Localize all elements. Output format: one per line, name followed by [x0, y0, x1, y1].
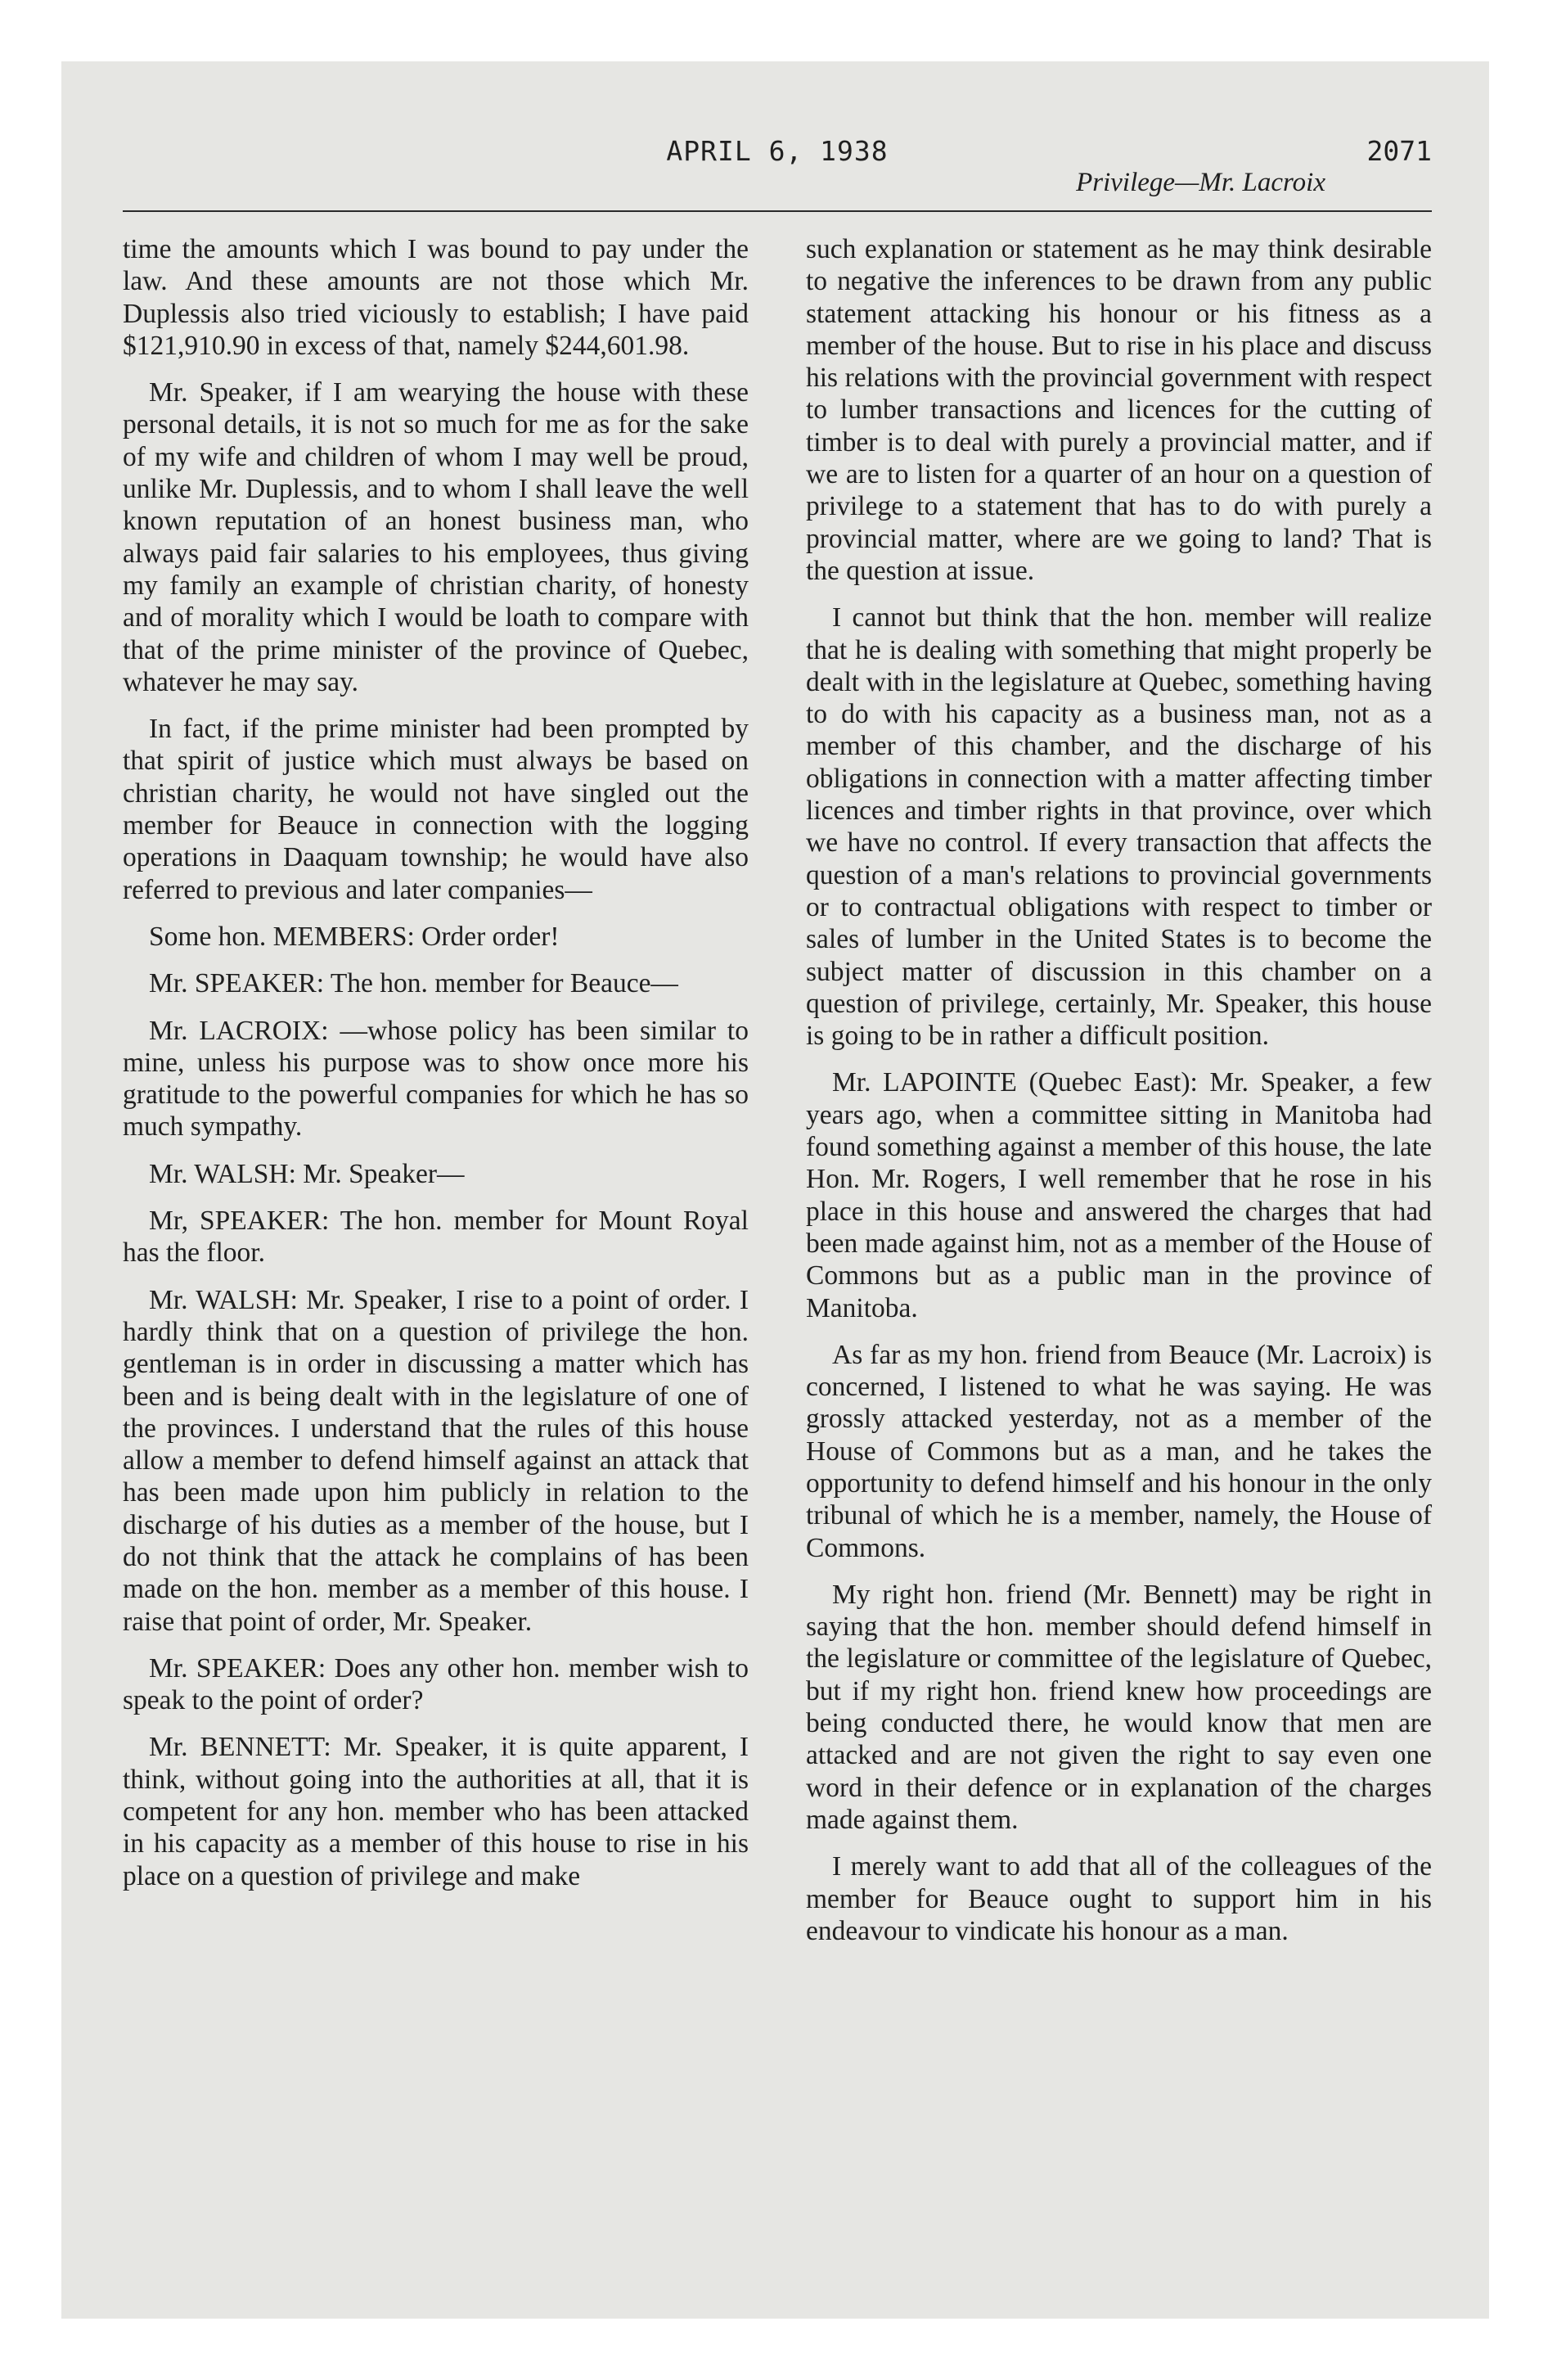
paragraph: My right hon. friend (Mr. Bennett) may be right in saying that the hon. member should defend himself in the legislature or committee of the legislature of Quebec, but if my right hon. friend knew how proceedings are being conducted there, he would know that men are attacked and are not given the right to say even one word in their defence or in explanation of the charges made against them. — [806, 1579, 1432, 1835]
paragraph: Mr. SPEAKER: Does any other hon. member wish to speak to the point of order? — [123, 1652, 749, 1716]
paragraph: In fact, if the prime minister had been prompted by that spirit of justice which must always be based on christian charity, he would not have singled out the member for Beauce in connection with the logging operations in Daaquam township; he would have also referred to previous and later companies— — [123, 714, 749, 905]
paragraph: Mr. SPEAKER: The hon. member for Beauce— — [149, 968, 678, 999]
left-column — [123, 233, 749, 1962]
paragraph: I merely want to add that all of the colleagues of the member for Beauce ought to support him in his endeavour to vindicate his honour as a man. — [806, 1851, 1432, 1946]
right-column — [806, 233, 1432, 1962]
paragraph: Some hon. MEMBERS: Order order! — [149, 921, 560, 952]
header-subject: Privilege—Mr. Lacroix — [1076, 168, 1325, 197]
paragraph: Mr. WALSH: Mr. Speaker, I rise to a point of order. I hardly think that on a question of privilege the hon. gentleman is in order in discussing a matter which has been and is being dealt with in the legislature of one of the provinces. I understand that the rules of this house allow a member to defend himself against an attack that has been made upon him publicly in relation to the discharge of his duties as a member of the house, but I do not think that the attack he complains of has been made on the hon. member as a member of this house. I raise that point of order, Mr. Speaker. — [123, 1284, 749, 1637]
paragraph: such explanation or statement as he may think desirable to negative the inferences to be drawn from any public statement attacking his honour or his fitness as a member of the house. But to rise in his place and discuss his relations with the provincial government with respect to lumber transactions and licences for the cutting of timber is to deal with purely a provincial matter, and if we are to listen for a quarter of an hour on a question of privilege to a statement that has to do with purely a provincial matter, where are we going to land? That is the question at issue. — [806, 234, 1432, 586]
paragraph: Mr. LAPOINTE (Quebec East): Mr. Speaker, a few years ago, when a committee sitting in Manitoba had found something against a member of this house, the late Hon. Mr. Rogers, I well remember that he rose in his place in this house and answered the charges that had been made against him, not as a member of the House of Commons but as a public man in the province of Manitoba. — [806, 1067, 1432, 1323]
paragraph: time the amounts which I was bound to pay under the law. And these amounts are not those which Mr. Duplessis also tried viciously to establish; I have paid $121,910.90 in excess of that, namely $244,601.98. — [123, 234, 749, 361]
running-header — [123, 135, 1432, 212]
paragraph: Mr. BENNETT: Mr. Speaker, it is quite apparent, I think, without going into the authorities at all, that it is competent for any hon. member who has been attacked in his capacity as a member of this house to rise in his place on a question of privilege and make — [123, 1732, 749, 1891]
text-columns — [123, 233, 1432, 1962]
paragraph: Mr, SPEAKER: The hon. member for Mount Royal has the floor. — [123, 1206, 749, 1269]
paragraph: Mr. WALSH: Mr. Speaker— — [149, 1158, 465, 1189]
paragraph: Mr. Speaker, if I am wearying the house with these personal details, it is not so much for me as for the sake of my wife and children of whom I may well be proud, unlike Mr. Duplessis, and to whom I shall leave the well known reputation of an honest business man, who always paid fair salaries to his employees, thus giving my family an example of christian charity, of honesty and of morality which I would be loath to compare with that of the prime minister of the province of Quebec, whatever he may say. — [123, 377, 749, 697]
paragraph: I cannot but think that the hon. member will realize that he is dealing with something that might properly be dealt with in the legislature at Quebec, something having to do with his capacity as a business man, not as a member of this chamber, and the discharge of his obligations in connection with a matter affecting timber licences and timber rights in that province, over which we have no control. If every transaction that affects the question of a man's relations to provincial governments or to contractual obligations with respect to timber or sales of lumber in the United States is to become the subject matter of discussion in this chamber on a question of privilege, certainly, Mr. Speaker, this house is going to be in rather a difficult position. — [806, 602, 1432, 1052]
paragraph: As far as my hon. friend from Beauce (Mr. Lacroix) is concerned, I listened to what he was saying. He was grossly attacked yesterday, not as a member of the House of Commons but as a man, and he takes the opportunity to defend himself and his honour in the only tribunal of which he is a member, namely, the House of Commons. — [806, 1339, 1432, 1563]
hansard-page — [123, 135, 1432, 1962]
header-date: APRIL 6, 1938 — [666, 135, 889, 167]
page-number: 2071 — [1366, 135, 1432, 167]
paragraph: Mr. LACROIX: —whose policy has been similar to mine, unless his purpose was to show once more his gratitude to the powerful companies for which he has so much sympathy. — [123, 1015, 749, 1143]
